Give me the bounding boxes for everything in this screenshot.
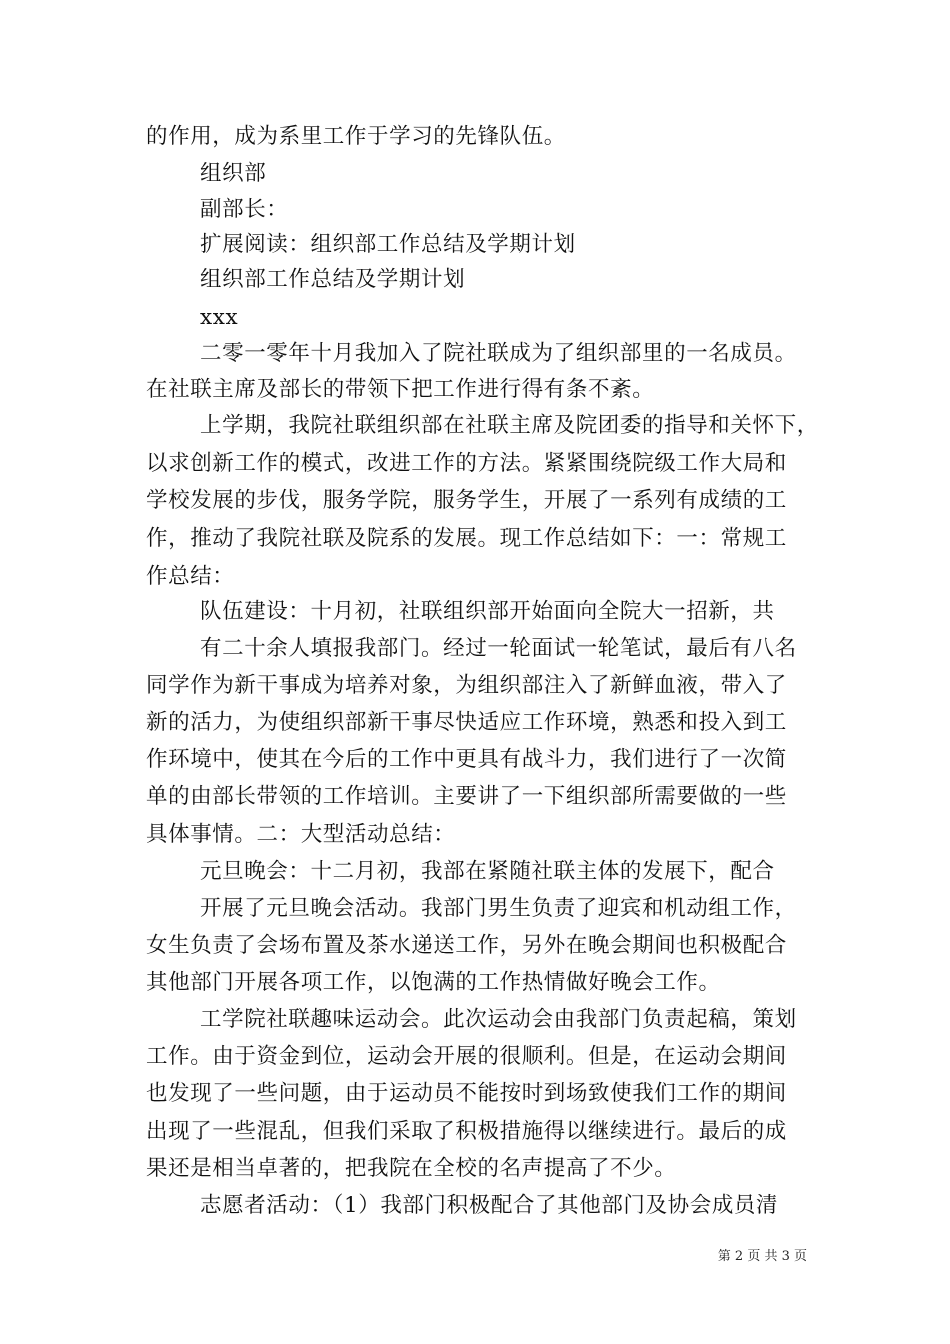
text-line: 出现了一些混乱，但我们采取了积极措施得以继续进行。最后的成 — [146, 1119, 787, 1144]
text-line: 二零一零年十月我加入了院社联成为了组织部里的一名成员。 — [200, 341, 797, 366]
text-line: 其他部门开展各项工作，以饱满的工作热情做好晚会工作。 — [146, 970, 721, 995]
text-line: 作环境中，使其在今后的工作中更具有战斗力，我们进行了一次简 — [146, 747, 787, 772]
text-line: 单的由部长带领的工作培训。主要讲了一下组织部所需要做的一些 — [146, 784, 787, 809]
text-line: 副部长： — [200, 197, 289, 222]
text-line: 新的活力，为使组织部新干事尽快适应工作环境，熟悉和投入到工 — [146, 710, 787, 735]
text-line: 同学作为新干事成为培养对象，为组织部注入了新鲜血液，带入了 — [146, 673, 787, 698]
author-line: xxx — [200, 305, 239, 330]
text-line: 元旦晚会：十二月初，我部在紧随社联主体的发展下，配合 — [200, 859, 775, 884]
text-line: 学校发展的步伐，服务学院，服务学生，开展了一系列有成绩的工 — [146, 488, 787, 513]
text-line: 以求创新工作的模式，改进工作的方法。紧紧围绕院级工作大局和 — [146, 451, 787, 476]
document-title: 组织部工作总结及学期计划 — [200, 267, 466, 292]
text-line: 在社联主席及部长的带领下把工作进行得有条不紊。 — [146, 377, 655, 402]
text-line: 开展了元旦晚会活动。我部门男生负责了迎宾和机动组工作， — [200, 896, 797, 921]
text-line: 具体事情。二：大型活动总结： — [146, 822, 456, 847]
text-line: 上学期，我院社联组织部在社联主席及院团委的指导和关怀下， — [200, 413, 819, 438]
text-line: 作，推动了我院社联及院系的发展。现工作总结如下：一：常规工 — [146, 526, 787, 551]
text-line: 队伍建设：十月初，社联组织部开始面向全院大一招新，共 — [200, 599, 775, 624]
text-line: 志愿者活动：（1）我部门积极配合了其他部门及协会成员清 — [200, 1193, 779, 1218]
text-line: 工学院社联趣味运动会。此次运动会由我部门负责起稿，策划 — [200, 1007, 797, 1032]
text-line: 女生负责了会场布置及茶水递送工作，另外在晚会期间也积极配合 — [146, 933, 787, 958]
section-heading: 组织部 — [200, 161, 267, 186]
text-line: 扩展阅读：组织部工作总结及学期计划 — [200, 232, 576, 257]
text-line: 果还是相当卓著的，把我院在全校的名声提高了不少。 — [146, 1156, 677, 1181]
text-line: 有二十余人填报我部门。经过一轮面试一轮笔试，最后有八名 — [200, 636, 797, 661]
page-number: 第 2 页 共 3 页 — [717, 1249, 807, 1264]
text-line: 工作。由于资金到位，运动会开展的很顺利。但是，在运动会期间 — [146, 1044, 787, 1069]
text-line: 也发现了一些问题，由于运动员不能按时到场致使我们工作的期间 — [146, 1081, 787, 1106]
text-line: 作总结： — [146, 564, 235, 589]
text-line: 的作用，成为系里工作于学习的先锋队伍。 — [146, 124, 566, 149]
